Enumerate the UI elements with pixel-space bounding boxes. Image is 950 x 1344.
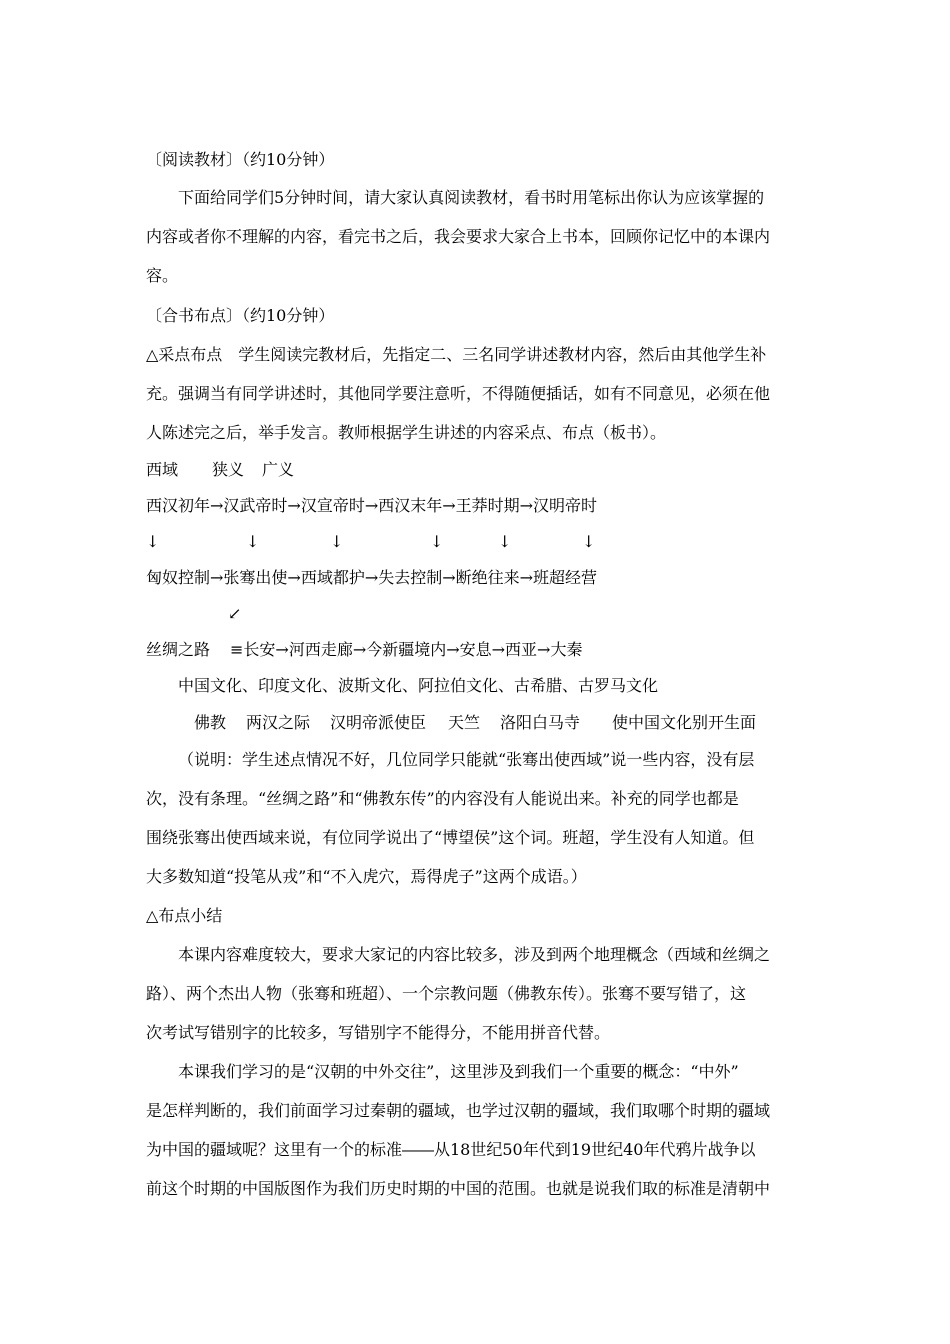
summary-line: 本课内容难度较大，要求大家记的内容比较多，涉及到两个地理概念（西域和丝绸之 xyxy=(178,945,771,964)
silk-road-route: ≡长安→河西走廊→今新疆境内→安息→西亚→大秦 xyxy=(230,640,583,659)
heading-close-book: 〔合书布点〕（约10分钟） xyxy=(146,306,335,325)
buddhism-row xyxy=(146,713,806,733)
final-line: 为中国的疆域呢？这里有一个的标准――从18世纪50年代到19世纪40年代鸦片战争以 xyxy=(146,1140,756,1159)
heading-reading: 〔阅读教材〕（约10分钟） xyxy=(146,150,335,169)
diag-arrow-row xyxy=(146,604,806,624)
narrow-sense: 狭义 xyxy=(212,460,245,479)
paragraph-line: 内容或者你不理解的内容，看完书之后，我会要求大家合上书本，回顾你记忆中的本课内 xyxy=(146,227,771,246)
broad-sense: 广义 xyxy=(262,460,295,479)
note-line: 大多数知道“投笔从戎”和“不入虎穴，焉得虎子”这两个成语。） xyxy=(146,867,587,886)
final-line: 是怎样判断的，我们前面学习过秦朝的疆域，也学过汉朝的疆域，我们取哪个时期的疆域 xyxy=(146,1101,771,1120)
silk-road-row xyxy=(146,640,806,660)
buddhism-tianzhu: 天竺 xyxy=(448,713,481,732)
note-line: （说明：学生述点情况不好，几位同学只能就“张骞出使西域”说一些内容，没有层 xyxy=(178,750,755,769)
down-arrow-row xyxy=(146,532,806,552)
paragraph-line: 下面给同学们5分钟时间，请大家认真阅读教材，看书时用笔标出你认为应该掌握的 xyxy=(178,188,765,207)
silk-road-label: 丝绸之路 xyxy=(146,640,211,659)
diagonal-arrow-icon: ↙ xyxy=(228,604,242,623)
buddhism-envoy: 汉明帝派使臣 xyxy=(330,713,427,732)
buddhism-period: 两汉之际 xyxy=(246,713,311,732)
down-arrow-icon: ↓ xyxy=(582,532,596,551)
down-arrow-icon: ↓ xyxy=(246,532,260,551)
summary-line: 路）、两个杰出人物（张骞和班超）、一个宗教问题（佛教东传）。张骞不要写错了，这 xyxy=(146,984,747,1003)
down-arrow-icon: ↓ xyxy=(498,532,512,551)
timeline-row: 西汉初年→汉武帝时→汉宣帝时→西汉末年→王莽时期→汉明帝时 xyxy=(146,496,598,515)
paragraph-line: 充。强调当有同学讲述时，其他同学要注意听，不得随便插话，如有不同意见，必须在他 xyxy=(146,384,771,403)
paragraph-line: △采点布点 学生阅读完教材后，先指定二、三名同学讲述教材内容，然后由其他学生补 xyxy=(146,345,767,364)
xiyu-row xyxy=(146,460,806,480)
final-line: 本课我们学习的是“汉朝的中外交往”，这里涉及到我们一个重要的概念：“中外” xyxy=(178,1062,739,1081)
cultures-row: 中国文化、印度文化、波斯文化、阿拉伯文化、古希腊、古罗马文化 xyxy=(178,676,659,695)
buddhism-temple: 洛阳白马寺 xyxy=(500,713,581,732)
events-row: 匈奴控制→张骞出使→西域都护→失去控制→断绝往来→班超经营 xyxy=(146,568,598,587)
down-arrow-icon: ↓ xyxy=(430,532,444,551)
paragraph-line: 人陈述完之后，举手发言。教师根据学生讲述的内容采点、布点（板书）。 xyxy=(146,423,667,442)
xiyu-label: 西域 xyxy=(146,460,179,479)
down-arrow-icon: ↓ xyxy=(330,532,344,551)
summary-line: 次考试写错别字的比较多，写错别字不能得分，不能用拼音代替。 xyxy=(146,1023,611,1042)
buddhism-impact: 使中国文化别开生面 xyxy=(612,713,757,732)
note-line: 围绕张骞出使西域来说，有位同学说出了“博望侯”这个词。班超，学生没有人知道。但 xyxy=(146,828,755,847)
final-line: 前这个时期的中国版图作为我们历史时期的中国的范围。也就是说我们取的标准是清朝中 xyxy=(146,1179,771,1198)
summary-heading: △布点小结 xyxy=(146,906,223,925)
buddhism-term: 佛教 xyxy=(194,713,227,732)
note-line: 次，没有条理。“丝绸之路”和“佛教东传”的内容没有人能说出来。补充的同学也都是 xyxy=(146,789,739,808)
down-arrow-icon: ↓ xyxy=(146,532,160,551)
paragraph-line: 容。 xyxy=(146,266,179,285)
